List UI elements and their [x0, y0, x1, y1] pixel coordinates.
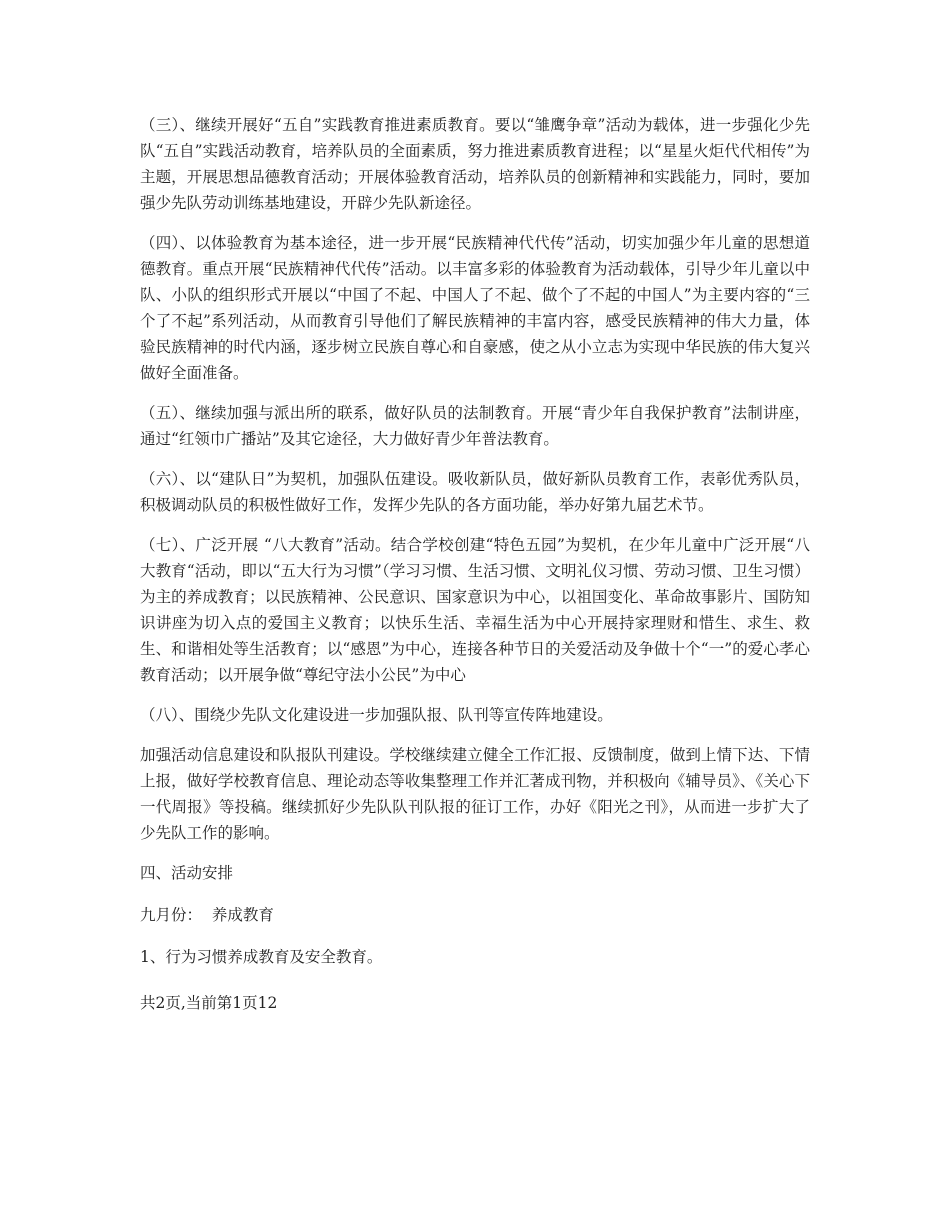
section-heading: 四、活动安排 [140, 864, 234, 882]
paragraph-4: （四）、以体验教育为基本途径，进一步开展“民族精神代代传”活动，切实加强少年儿童的思想道德教育。重点开展“民族精神代代传”活动。以丰富多彩的体验教育为活动载体，引导少年儿童以中队、小队的组织形式开展以“中国了不起、中国人了不起、做个了不起的中国人”为主要内容的“三个了不起”系列活动，从而教育引导他们了解民族精神的丰富内容，感受民族精神的伟大力量，体验民族精神的时代内涵，逐步树立民族自尊心和自豪感，使之从小立志为实现中华民族的伟大复兴做好全面准备。 [140, 234, 810, 382]
list-item: 1、行为习惯养成教育及安全教育。 [140, 948, 383, 966]
paragraph-3: （三）、继续开展好“五自”实践教育推进素质教育。要以“雏鹰争章”活动为载体，进一步强化少先队“五自”实践活动教育，培养队员的全面素质，努力推进素质教育进程；以“星星火炬代代相传”为主题，开展思想品德教育活动；开展体验教育活动，培养队员的创新精神和实践能力，同时，要加强少先队劳动训练基地建设，开辟少先队新途径。 [140, 116, 810, 212]
paragraph-8: （八）、围绕少先队文化建设进一步加强队报、队刊等宣传阵地建设。 [140, 706, 613, 724]
page-footer: 共2页,当前第1页12 [140, 994, 278, 1012]
paragraph-6: （六）、以“建队日”为契机，加强队伍建设。吸收新队员，做好新队员教育工作，表彰优秀队员，积极调动队员的积极性做好工作，发挥少先队的各方面功能，举办好第九届艺术节。 [140, 470, 810, 514]
paragraph-7: （七）、广泛开展 “八大教育”活动。结合学校创建“特色五园”为契机，在少年儿童中广泛开展“八大教育“活动，即以“五大行为习惯”（学习习惯、生活习惯、文明礼仪习惯、劳动习惯、卫生习惯）为主的养成教育；以民族精神、公民意识、国家意识为中心，以祖国变化、革命故事影片、国防知识讲座为切入点的爱国主义教育；以快乐生活、幸福生活为中心开展持家理财和惜生、求生、救生、和谐相处等生活教育；以“感恩”为中心，连接各种节日的关爱活动及争做十个“一”的爱心孝心教育活动；以开展争做“尊纪守法小公民”为中心 [140, 536, 810, 684]
paragraph-5: （五）、继续加强与派出所的联系，做好队员的法制教育。开展“青少年自我保护教育”法制讲座，通过“红领巾广播站”及其它途径，大力做好青少年普法教育。 [140, 404, 810, 448]
document-page [140, 112, 810, 1032]
month-line: 九月份： 养成教育 [140, 906, 274, 924]
paragraph-info-building: 加强活动信息建设和队报队刊建设。学校继续建立健全工作汇报、反馈制度，做到上情下达、下情上报，做好学校教育信息、理论动态等收集整理工作并汇著成刊物，并积极向《辅导员》、《关心下一代周报》等投稿。继续抓好少先队队刊队报的征订工作，办好《阳光之刊》，从而进一步扩大了少先队工作的影响。 [140, 746, 810, 842]
